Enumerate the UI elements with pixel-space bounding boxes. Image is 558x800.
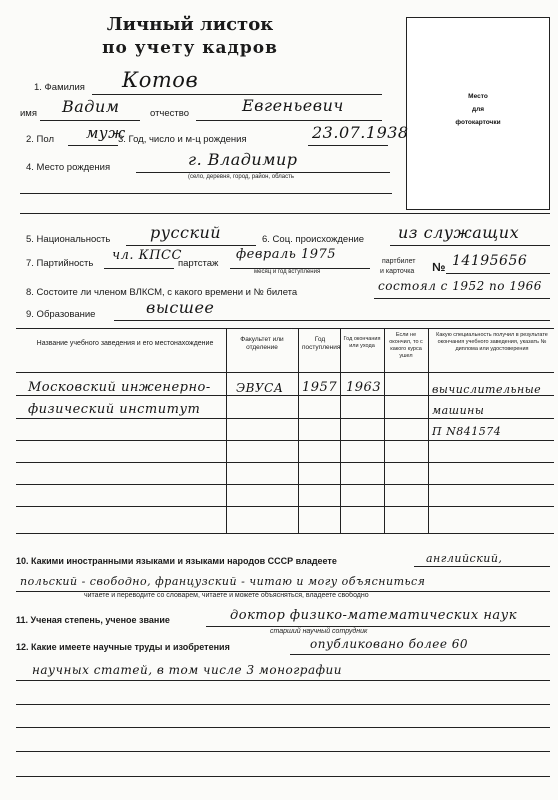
party-card-underline (446, 273, 550, 274)
table-row-line (16, 418, 554, 419)
photo-text-2: для (471, 106, 485, 113)
surname-underline (92, 94, 382, 95)
education-underline (114, 320, 550, 321)
table-col-divider (384, 328, 385, 533)
sex-value: муж (86, 124, 126, 142)
table-header-left: Если не окончил, то с какого курса ушел (389, 332, 423, 359)
table-header-border (16, 372, 554, 373)
table-col-divider (226, 328, 227, 533)
birthplace-value: г. Владимир (188, 150, 298, 169)
degree-value: доктор физико-математических наук (230, 608, 517, 623)
party-underline (104, 268, 174, 269)
table-col-divider (340, 328, 341, 533)
blank-line (20, 213, 550, 214)
works-underline-2 (16, 680, 550, 681)
table-header-year-in: Год поступления (302, 336, 341, 351)
table-cell-year-out-1: 1963 (346, 380, 382, 395)
languages-value-2: польский - свободно, французский - читаю и могу объясниться (20, 575, 426, 588)
photo-text-3: фотокарточки (455, 119, 501, 126)
degree-value-2: старший научный сотрудник (270, 628, 368, 635)
languages-hint: читаете и переводите со словарем, читаете и можете объясняться, владеете свободно (84, 592, 369, 599)
party-stazh-label: партстаж (178, 258, 219, 269)
nationality-label: 5. Национальность (26, 234, 111, 245)
komsomol-value: состоял с 1952 по 1966 (378, 279, 542, 293)
table-row-line (16, 506, 554, 507)
blank-line (16, 727, 550, 728)
blank-line (16, 704, 550, 705)
works-underline-1 (290, 654, 550, 655)
komsomol-label: 8. Состоите ли членом ВЛКСМ, с какого времени и № билета (26, 287, 298, 298)
degree-label: 11. Ученая степень, ученое звание (16, 615, 170, 625)
party-card-no-label: № (432, 260, 446, 274)
works-value-1: опубликовано более 60 (310, 637, 469, 651)
party-label: 7. Партийность (26, 258, 94, 269)
nationality-value: русский (150, 223, 222, 242)
table-top-border (16, 328, 554, 329)
photo-placeholder (406, 17, 550, 210)
sex-label: 2. Пол (26, 134, 55, 145)
degree-underline (206, 626, 550, 627)
patronymic-underline (196, 120, 382, 121)
table-col-divider (298, 328, 299, 533)
table-row-line (16, 484, 554, 485)
name-label: имя (20, 108, 37, 119)
party-card-no-value: 14195656 (452, 253, 528, 269)
table-header-institution: Название учебного заведения и его местонахождение (36, 340, 214, 347)
birthplace-label: 4. Место рождения (26, 162, 111, 173)
komsomol-underline (374, 298, 550, 299)
surname-value: Котов (122, 68, 199, 92)
table-cell-speciality-3: П N841574 (432, 425, 502, 438)
party-card-label: партбилет (382, 258, 416, 265)
table-header-faculty: Факультет или отделение (240, 336, 284, 351)
table-header-speciality: Какую специальность получил в результате окончания учебного заведения, указать № диплома или удостоверения (436, 332, 548, 352)
birthplace-hint: (село, деревня, город, район, область (188, 174, 294, 180)
patronymic-value: Евгеньевич (242, 96, 344, 115)
origin-underline (390, 245, 550, 246)
origin-label: 6. Соц. происхождение (262, 234, 365, 245)
table-cell-institution-2: физический институт (28, 402, 201, 417)
nationality-underline (126, 245, 256, 246)
birthdate-label: 3. Год, число и м-ц рождения (118, 134, 247, 145)
blank-line (16, 776, 550, 777)
table-cell-year-in-1: 1957 (302, 380, 338, 395)
name-underline (40, 120, 140, 121)
birthdate-value: 23.07.1938 (312, 123, 409, 142)
origin-value: из служащих (398, 223, 520, 242)
table-bottom-border (16, 533, 554, 534)
table-col-divider (428, 328, 429, 533)
patronymic-label: отчество (150, 108, 189, 119)
languages-value-1: английский, (426, 552, 503, 565)
form-title-line1: Личный листок (106, 14, 274, 35)
languages-underline-1 (414, 566, 550, 567)
form-title-line2: по учету кадров (102, 38, 278, 58)
education-label: 9. Образование (26, 309, 96, 320)
works-value-2: научных статей, в том числе 3 монографии (32, 663, 342, 677)
surname-label: 1. Фамилия (34, 82, 85, 93)
blank-line (16, 751, 550, 752)
party-stazh-value: февраль 1975 (236, 247, 337, 262)
education-value: высшее (146, 298, 215, 317)
table-cell-faculty-1: ЭВУСА (236, 381, 284, 395)
name-value: Вадим (62, 97, 120, 116)
party-card-hint: и карточка (380, 268, 415, 275)
table-cell-institution-1: Московский инженерно- (28, 380, 211, 395)
sex-underline (68, 145, 118, 146)
table-header-year-out: Год окончания или ухода (343, 336, 381, 349)
table-cell-speciality-2: машины (432, 404, 485, 417)
table-cell-speciality-1: вычислительные (432, 383, 542, 396)
photo-text-1: Место (468, 93, 488, 100)
table-row-line (16, 440, 554, 441)
party-stazh-hint: месяц и год вступления (254, 269, 321, 275)
languages-label: 10. Какими иностранными языками и языками народов СССР владеете (16, 556, 337, 566)
birthplace-underline (136, 172, 390, 173)
blank-line (20, 193, 392, 194)
birthdate-underline (308, 145, 388, 146)
table-row-line (16, 462, 554, 463)
works-label: 12. Какие имеете научные труды и изобретения (16, 642, 230, 652)
party-value: чл. КПСС (112, 248, 182, 263)
